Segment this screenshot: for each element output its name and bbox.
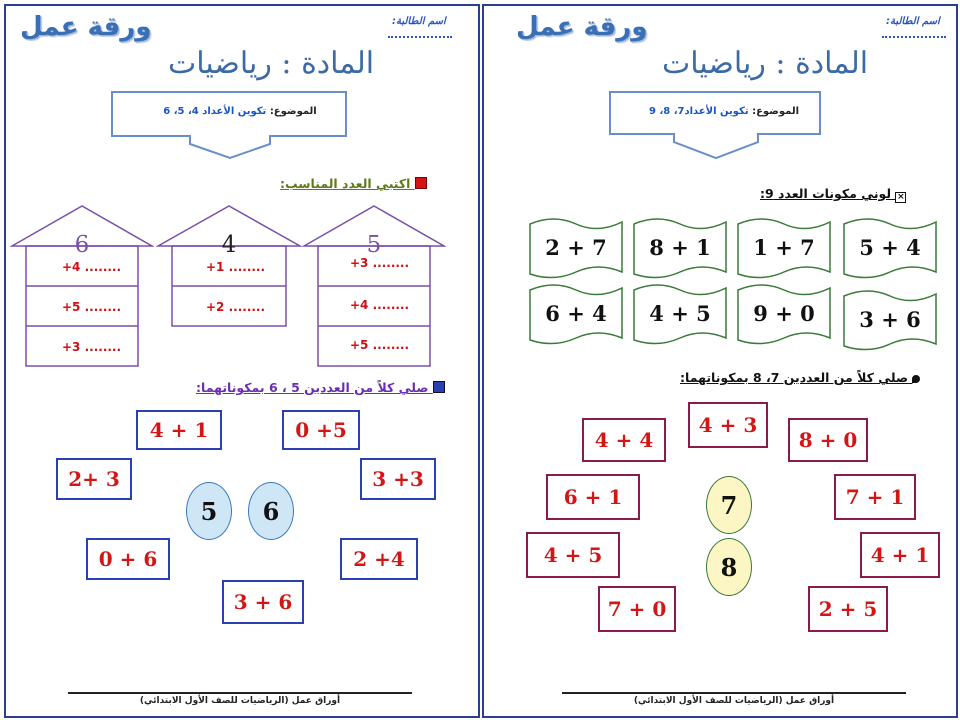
instruction-match-numbers: صلي كلاً من العددين 5 ، 6 بمكوناتهما:	[196, 380, 445, 395]
subject-title: المادة : رياضيات	[168, 46, 375, 81]
topic-label: الموضوع:	[752, 106, 799, 117]
component-flag[interactable]: 9 + 0	[734, 280, 834, 346]
component-flag[interactable]: 6 + 4	[526, 280, 626, 346]
component-box[interactable]: 4 + 1	[860, 532, 940, 578]
pencil-icon	[912, 375, 920, 383]
component-flag[interactable]: 8 + 1	[630, 214, 730, 280]
house-cell[interactable]: +3 ........	[62, 340, 122, 354]
component-box[interactable]: 3 +3	[360, 458, 436, 500]
component-box[interactable]: 8 + 0	[788, 418, 868, 462]
house-cell[interactable]: +4 ........	[62, 260, 122, 274]
student-name-label: اسم الطالبة:	[886, 16, 940, 27]
component-flag[interactable]: 2 + 7	[526, 214, 626, 280]
house-cell[interactable]: +1 ........	[206, 260, 266, 274]
component-box[interactable]: 4 + 3	[688, 402, 768, 448]
student-name-field[interactable]	[388, 34, 452, 38]
component-box[interactable]: 3 + 6	[222, 580, 304, 624]
worksheet-title: ورقة عمل	[20, 12, 152, 42]
worksheet-page-left	[4, 4, 480, 718]
topic-label: الموضوع:	[269, 106, 317, 117]
component-box[interactable]: 2 +4	[340, 538, 418, 580]
worksheet-page-right	[482, 4, 958, 718]
house-cell[interactable]: +5 ........	[62, 300, 122, 314]
component-box[interactable]: 4 + 1	[136, 410, 222, 450]
component-flag[interactable]: 3 + 6	[840, 286, 940, 352]
number-house-6	[10, 202, 154, 368]
target-number-circle[interactable]: 5	[186, 482, 232, 540]
target-number-circle[interactable]: 8	[706, 538, 752, 596]
number-house-4	[156, 202, 302, 328]
component-box[interactable]: 2+ 3	[56, 458, 132, 500]
instruction-color-components: × لوني مكونات العدد 9:	[760, 186, 905, 202]
worksheet-title: ورقة عمل	[516, 12, 648, 42]
component-flag[interactable]: 5 + 4	[840, 214, 940, 280]
footer-divider	[68, 692, 412, 694]
house-cell[interactable]: +3 ........	[350, 256, 410, 270]
component-box[interactable]: 4 + 4	[582, 418, 666, 462]
instruction-match-numbers: صلي كلاً من العددين 7، 8 بمكوناتهما:	[680, 370, 920, 385]
topic-text	[140, 106, 340, 117]
student-name-field[interactable]	[882, 34, 946, 38]
component-box[interactable]: 0 + 6	[86, 538, 170, 580]
book-icon	[433, 381, 445, 393]
component-box[interactable]: 4 + 5	[526, 532, 620, 578]
topic-arrow-box	[608, 90, 824, 162]
component-box[interactable]: 7 + 1	[834, 474, 916, 520]
topic-arrow-box	[110, 90, 350, 162]
house-cell[interactable]: +2 ........	[206, 300, 266, 314]
house-number: 6	[74, 232, 90, 258]
component-box[interactable]: 6 + 1	[546, 474, 640, 520]
footer-divider	[562, 692, 906, 694]
component-flag[interactable]: 4 + 5	[630, 280, 730, 346]
target-number-circle[interactable]: 6	[248, 482, 294, 540]
component-box[interactable]: 7 + 0	[598, 586, 676, 632]
topic-value: تكوين الأعداد7، 8، 9	[649, 106, 749, 117]
footer-text: أوراق عمل (الرياضيات للصف الأول الابتدائي)	[633, 696, 835, 706]
topic-text	[634, 106, 814, 117]
footer-text: أوراق عمل (الرياضيات للصف الأول الابتدائي)	[139, 696, 341, 706]
component-flag[interactable]: 1 + 7	[734, 214, 834, 280]
subject-title: المادة : رياضيات	[662, 46, 869, 81]
house-cell[interactable]: +4 ........	[350, 298, 410, 312]
instruction-write-number: اكتبي العدد المناسب:	[280, 176, 427, 191]
target-number-circle[interactable]: 7	[706, 476, 752, 534]
house-number: 4	[221, 232, 237, 258]
student-name-label: اسم الطالبة:	[392, 16, 446, 27]
checkbox-x-icon: ×	[897, 192, 905, 202]
number-house-5	[302, 202, 446, 368]
book-icon	[415, 177, 427, 189]
component-box[interactable]: 0 +5	[282, 410, 360, 450]
component-box[interactable]: 2 + 5	[808, 586, 888, 632]
topic-value: تكوين الأعداد 4، 5، 6	[163, 106, 267, 117]
house-cell[interactable]: +5 ........	[350, 338, 410, 352]
house-number: 5	[366, 232, 382, 258]
